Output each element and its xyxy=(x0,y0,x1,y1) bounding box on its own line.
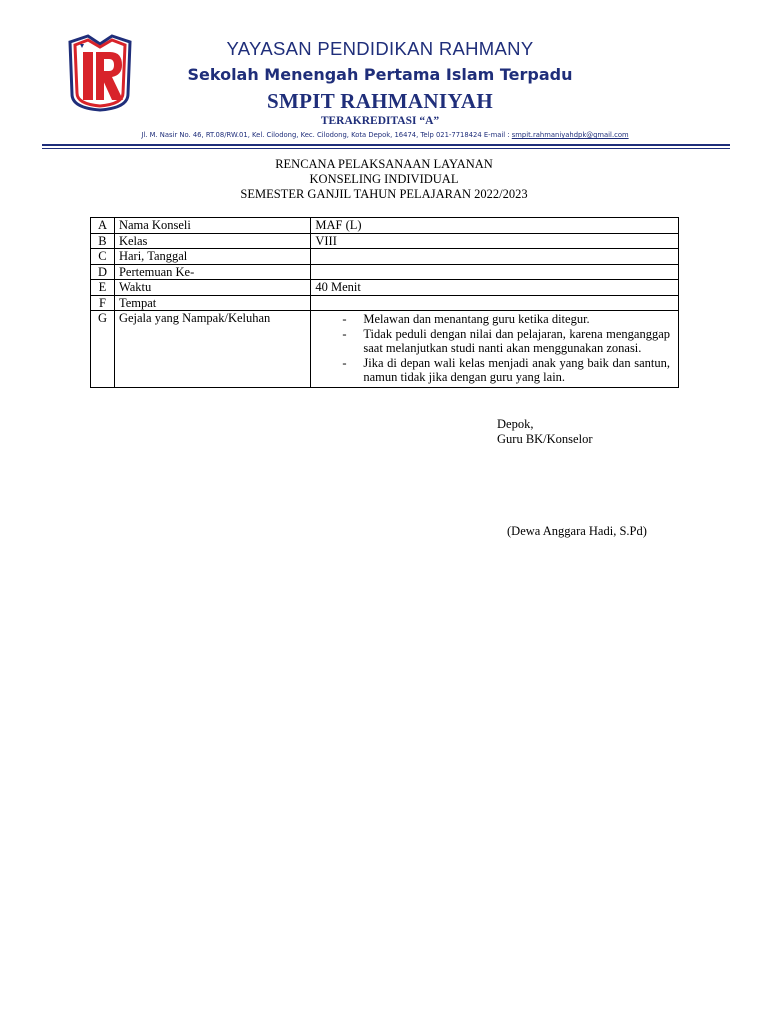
row-value xyxy=(311,295,679,311)
bullet-dash: - xyxy=(342,326,347,341)
bullet-dash: - xyxy=(342,312,347,326)
row-code: D xyxy=(91,264,115,280)
row-code: A xyxy=(91,218,115,234)
row-label: Tempat xyxy=(114,295,310,311)
complaint-text: Tidak peduli dengan nilai dan pelajaran, karena menganggap saat melanjutkan studi nanti akan menggunakan zonasi. xyxy=(363,326,670,355)
row-label: Hari, Tanggal xyxy=(114,249,310,265)
school-name: SMPIT RAHMANIYAH xyxy=(267,89,493,113)
complaint-text: Jika di depan wali kelas menjadi anak yang baik dan santun, namun tidak jika dengan guru yang lain. xyxy=(363,355,670,384)
table-row xyxy=(91,249,679,265)
header-rule-thin xyxy=(42,148,730,149)
address-text: Jl. M. Nasir No. 46, RT.08/RW.01, Kel. Cilodong, Kec. Cilodong, Kota Depok, 16474, Telp 021-7718424 E-mail : xyxy=(141,131,512,139)
row-value: 40 Menit xyxy=(311,280,679,296)
signature-position: Guru BK/Konselor xyxy=(497,432,593,446)
row-code: E xyxy=(91,280,115,296)
address-line xyxy=(40,131,730,139)
table-row xyxy=(91,264,679,280)
row-label: Gejala yang Nampak/Keluhan xyxy=(114,311,310,388)
yayasan-name: YAYASAN PENDIDIKAN RAHMANY xyxy=(226,38,534,59)
row-value: MAF (L) xyxy=(311,218,679,234)
row-code: F xyxy=(91,295,115,311)
complaints-cell xyxy=(311,311,679,388)
bullet-dash: - xyxy=(342,355,347,370)
school-logo-icon xyxy=(66,34,134,112)
signature-city: Depok, xyxy=(497,417,534,431)
list-item xyxy=(315,312,670,327)
row-code: G xyxy=(91,311,115,388)
table-row xyxy=(91,233,679,249)
doc-title-line2: KONSELING INDIVIDUAL xyxy=(309,172,459,186)
doc-title-line1: RENCANA PELAKSANAAN LAYANAN xyxy=(275,157,493,171)
complaints-list xyxy=(315,311,674,387)
table-row xyxy=(91,280,679,296)
signature-name: (Dewa Anggara Hadi, S.Pd) xyxy=(507,524,647,538)
row-label: Pertemuan Ke- xyxy=(114,264,310,280)
list-item xyxy=(315,327,670,356)
counseling-form-table xyxy=(90,217,679,388)
row-value xyxy=(311,249,679,265)
email-link[interactable]: smpit.rahmaniyahdpk@gmail.com xyxy=(511,131,629,139)
doc-title-line3: SEMESTER GANJIL TAHUN PELAJARAN 2022/2023 xyxy=(240,187,528,201)
row-label: Nama Konseli xyxy=(114,218,310,234)
list-item xyxy=(315,356,670,385)
row-label: Kelas xyxy=(114,233,310,249)
table-row xyxy=(91,311,679,388)
row-value: VIII xyxy=(311,233,679,249)
row-value xyxy=(311,264,679,280)
complaint-text: Melawan dan menantang guru ketika ditegur. xyxy=(363,312,590,326)
table-row xyxy=(91,295,679,311)
row-code: B xyxy=(91,233,115,249)
accreditation: TERAKREDITASI “A” xyxy=(320,115,440,127)
school-level: Sekolah Menengah Pertama Islam Terpadu xyxy=(187,65,573,84)
header-rule-thick xyxy=(42,144,730,146)
row-code: C xyxy=(91,249,115,265)
row-label: Waktu xyxy=(114,280,310,296)
table-row xyxy=(91,218,679,234)
